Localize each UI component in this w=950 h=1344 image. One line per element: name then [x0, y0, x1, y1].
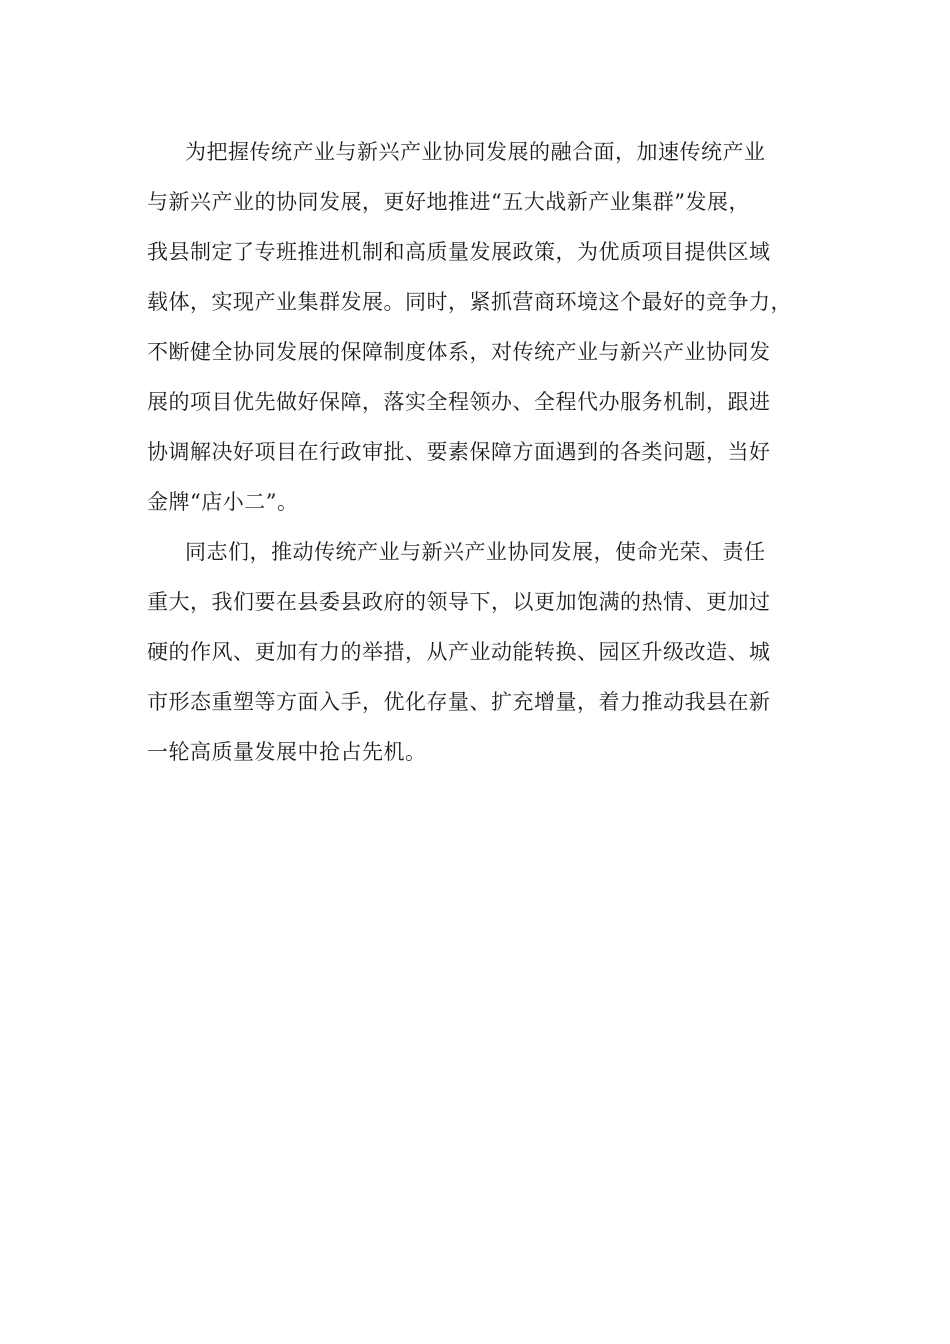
paragraph-line: 重大，我们要在县委县政府的领导下，以更加饱满的热情、更加过 [147, 590, 771, 614]
paragraph-line: 市形态重塑等方面入手，优化存量、扩充增量，着力推动我县在新 [147, 690, 771, 714]
body-paragraph [147, 127, 807, 527]
paragraph-line: 展的项目优先做好保障，落实全程领办、全程代办服务机制，跟进 [147, 390, 771, 414]
paragraph-line: 与新兴产业的协同发展，更好地推进“五大战新产业集群”发展， [147, 190, 750, 214]
paragraph-line: 金牌“店小二”。 [147, 490, 299, 514]
paragraph-line: 载体，实现产业集群发展。同时，紧抓营商环境这个最好的竞争力， [147, 290, 792, 314]
body-paragraph [147, 527, 807, 777]
paragraph-line: 协调解决好项目在行政审批、要素保障方面遇到的各类问题，当好 [147, 440, 771, 464]
paragraph-line: 一轮高质量发展中抢占先机。 [147, 740, 427, 764]
paragraph-line: 我县制定了专班推进机制和高质量发展政策，为优质项目提供区域 [147, 240, 771, 264]
paragraph-line: 为把握传统产业与新兴产业协同发展的融合面，加速传统产业 [185, 140, 766, 164]
paragraph-line: 同志们，推动传统产业与新兴产业协同发展，使命光荣、责任 [185, 540, 766, 564]
paragraph-line: 硬的作风、更加有力的举措，从产业动能转换、园区升级改造、城 [147, 640, 771, 664]
paragraph-line: 不断健全协同发展的保障制度体系，对传统产业与新兴产业协同发 [147, 340, 771, 364]
